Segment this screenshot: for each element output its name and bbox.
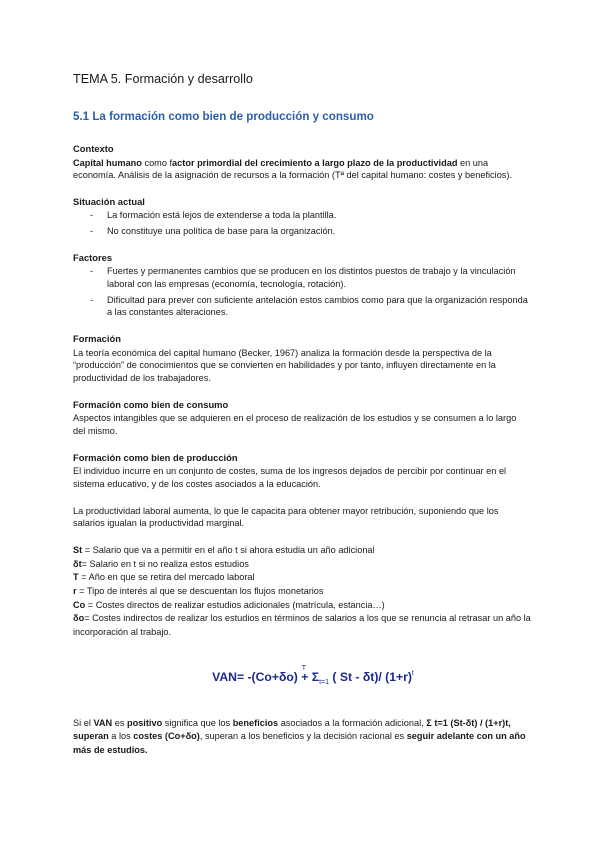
- formula-mid: ) + Σ: [293, 669, 320, 684]
- situacion-section: [73, 196, 531, 238]
- formacion-heading: Formación: [73, 333, 121, 345]
- conclusion-text: Si el: [73, 717, 94, 728]
- formacion-section: [73, 333, 531, 385]
- formula-rest: ( St -: [329, 669, 363, 684]
- produccion-heading: Formación como bien de producción: [73, 451, 238, 463]
- conclusion-bold: VAN: [93, 717, 113, 728]
- consumo-section: [73, 399, 531, 438]
- productividad-section: [73, 505, 531, 530]
- contexto-bold-2: actor primordial del crecimiento a largo plazo de la productividad: [172, 157, 458, 168]
- van-formula: [95, 666, 531, 691]
- definition-term: St: [73, 544, 83, 555]
- contexto-text-2: en una economía. Análisis de la asignación de recursos a la formación (Tª del capital humano: costes y beneficios).: [73, 157, 513, 181]
- list-item: [73, 225, 531, 238]
- factores-heading: Factores: [73, 251, 113, 263]
- contexto-paragraph: [73, 157, 531, 182]
- situacion-heading: Situación actual: [73, 195, 145, 207]
- consumo-paragraph: Aspectos intangibles que se adquieren en el proceso de realización de los estudios y se consumen a lo largo del mismo.: [73, 413, 517, 436]
- conclusion-bold: beneficios: [232, 717, 279, 728]
- page-title: TEMA 5. Formación y desarrollo: [73, 72, 253, 86]
- definition-term: Co: [73, 599, 86, 610]
- conclusion-text: , superan a los beneficios y la decisión racional es: [199, 731, 407, 742]
- conclusion-text: es: [112, 717, 127, 728]
- list-item: [73, 294, 531, 319]
- definition-desc: = Tipo de interés al que se descuentan los flujos monetarios: [76, 586, 324, 597]
- conclusion-bold: positivo: [126, 717, 163, 728]
- definition-desc: = Costes directos de realizar estudios adicionales (matrícula, estancia…): [85, 599, 385, 610]
- formula-sigma-sub: t=1: [319, 678, 329, 686]
- dash-bullet: -: [90, 266, 94, 277]
- list-item-text: Fuertes y permanentes cambios que se producen en los distintos puestos de trabajo y la vinculación laboral con las empresas (economía, tecnología, rotación).: [107, 266, 516, 290]
- definition-delta-t: [73, 558, 531, 572]
- definition-r: [73, 585, 531, 599]
- definition-desc: = Salario en t si no realiza estos estudios: [81, 558, 249, 569]
- produccion-paragraph: El individuo incurre en un conjunto de costes, suma de los ingresos dejados de percibir por continuar en el sistema educativo, y de los costes asociados a la educación.: [73, 466, 507, 489]
- definition-term: r: [73, 586, 77, 597]
- contexto-heading: Contexto: [73, 143, 114, 154]
- definitions-list: [73, 544, 531, 640]
- formula-lhs: VAN= -(Co+: [212, 669, 279, 684]
- list-item: [73, 209, 531, 222]
- formula-delta-o: δo: [278, 669, 294, 684]
- definition-desc: = Año en que se retira del mercado laboral: [78, 572, 255, 583]
- dash-bullet: -: [90, 294, 94, 305]
- definition-desc: = Salario que va a permitir en el año t si ahora estudia un año adicional: [82, 544, 375, 555]
- list-item: [73, 265, 531, 290]
- formula-sigma: [293, 664, 329, 691]
- list-item-text: No constituye una política de base para la organización.: [107, 226, 336, 237]
- definition-term: T: [73, 572, 79, 583]
- factores-section: [73, 252, 531, 319]
- definition-co: [73, 599, 531, 613]
- contexto-section: [73, 143, 531, 182]
- conclusion-text: asociados a la formación adicional,: [278, 717, 427, 728]
- formula-exponent: t: [411, 669, 414, 677]
- situacion-list: [73, 209, 531, 237]
- conclusion-paragraph: [73, 717, 531, 758]
- consumo-heading: Formación como bien de consumo: [73, 398, 229, 410]
- definition-term: δt: [73, 558, 82, 569]
- dash-bullet: -: [90, 210, 94, 221]
- conclusion-text: a los: [108, 731, 134, 742]
- definition-desc: = Costes indirectos de realizar los estudios en términos de salarios a los que se renuncia al retrasar un año la incorporación al trabajo.: [73, 613, 531, 638]
- formula-delta-t: δt: [362, 669, 375, 684]
- contexto-bold-1: Capital humano: [73, 157, 142, 168]
- definition-delta-o: [73, 612, 531, 639]
- document-content: [73, 71, 531, 758]
- section-title: 5.1 La formación como bien de producción y consumo: [73, 110, 374, 123]
- conclusion-bold: costes (Co+δo): [133, 731, 200, 742]
- formacion-paragraph: La teoría económica del capital humano (Becker, 1967) analiza la formación desde la perspectiva de la “producción” de conocimientos que se convierten en habilidades y por tanto, influyen directamente en la productividad de los trabajadores.: [73, 347, 496, 384]
- productividad-paragraph: La productividad laboral aumenta, lo que le capacita para obtener mayor retribución, suponiendo que los salarios igualan la productividad marginal.: [73, 505, 499, 529]
- factores-list: [73, 265, 531, 319]
- produccion-section: [73, 452, 531, 491]
- dash-bullet: -: [90, 226, 94, 237]
- list-item-text: Dificultad para prever con suficiente antelación estos cambios como para que la organización responda a las constantes alteraciones.: [107, 294, 528, 318]
- formula-sigma-top: T: [301, 664, 307, 672]
- conclusion-bold: Σ t=1 (St-δt) / (1+r)t, superan: [73, 717, 511, 742]
- conclusion-text: significa que los: [162, 717, 233, 728]
- contexto-text-1: como f: [141, 157, 173, 168]
- definition-st: [73, 544, 531, 558]
- definition-term: δo: [73, 613, 85, 624]
- definition-t: [73, 571, 531, 585]
- formula-end: )/ (1+r): [374, 669, 412, 684]
- list-item-text: La formación está lejos de extenderse a toda la plantilla.: [107, 210, 337, 221]
- conclusion-bold: seguir adelante con un año más de estudios.: [73, 731, 526, 756]
